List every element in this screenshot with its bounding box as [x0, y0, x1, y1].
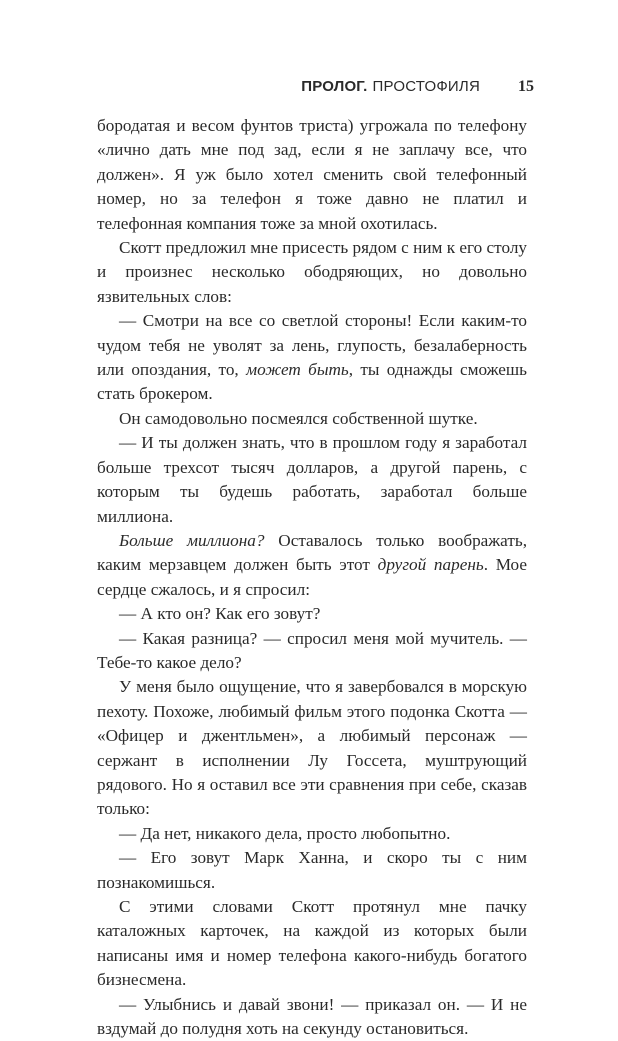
paragraph: Скотт предложил мне присесть рядом с ним к его столу и произнес несколько ободряющих, но довольно язвительных слов: [97, 238, 527, 306]
paragraph: У меня было ощущение, что я завербовался в морскую пехоту. Похоже, любимый фильм этого подонка Скотта — «Офицер и джентльмен», а любимый персонаж — сержант в исполнении Лу Госсета, муштрующий рядового. Но я оставил все эти сравнения при себе, сказав только: [97, 677, 527, 819]
paragraph: Он самодовольно посмеялся собственной шутке. [119, 408, 478, 428]
header-title: ПРОСТОФИЛЯ [372, 78, 480, 95]
italic-run: Больше миллиона? [119, 530, 265, 550]
body-text [97, 114, 527, 1041]
italic-run: другой парень [377, 555, 484, 575]
paragraph [97, 309, 527, 407]
paragraph: — А кто он? Как его зовут? [119, 604, 321, 624]
text-run: Оставалось только воображать, каким мерзавцем должен быть этот [97, 530, 527, 575]
paragraph: — Улыбнись и давай звони! — приказал он. — И не вздумай до полудня хоть на секунду остановиться. [97, 994, 527, 1039]
paragraph: — Какая разница? — спросил меня мой мучитель. — Тебе-то какое дело? [97, 628, 527, 672]
text-run: — Смотри на все со светлой стороны! Если каким-то чудом тебя не уволят за лень, глупость, безалаберность или опоздания, то, [97, 311, 527, 380]
text-run: , ты однажды сможешь стать брокером. [97, 360, 527, 404]
paragraph [97, 529, 527, 602]
paragraph: — Да нет, никакого дела, просто любопытно. [119, 823, 451, 843]
text-run: . Мое сердце сжалось, и я спросил: [97, 555, 527, 599]
paragraph: — И ты должен знать, что в прошлом году я заработал больше трехсот тысяч долларов, а другой парень, с которым ты будешь работать, заработал больше миллиона. [97, 433, 527, 526]
paragraph: — Его зовут Марк Ханна, и скоро ты с ним познакомишься. [97, 848, 527, 892]
paragraph: бородатая и весом фунтов триста) угрожала по телефону «лично дать мне под зад, если я не заплачу все, что должен». Я уж было хотел сменить свой телефонный номер, но за телефон я тоже давно не платил и телефонная компания тоже за мной охотилась. [97, 116, 527, 233]
page-number: 15 [518, 78, 534, 95]
header-section: ПРОЛОГ. [301, 78, 368, 95]
paragraph: С этими словами Скотт протянул мне пачку каталожных карточек, на каждой из которых были написаны имя и номер телефона какого-нибудь богатого бизнесмена. [97, 897, 527, 990]
running-header [301, 78, 534, 96]
italic-run: может быть [246, 360, 349, 380]
